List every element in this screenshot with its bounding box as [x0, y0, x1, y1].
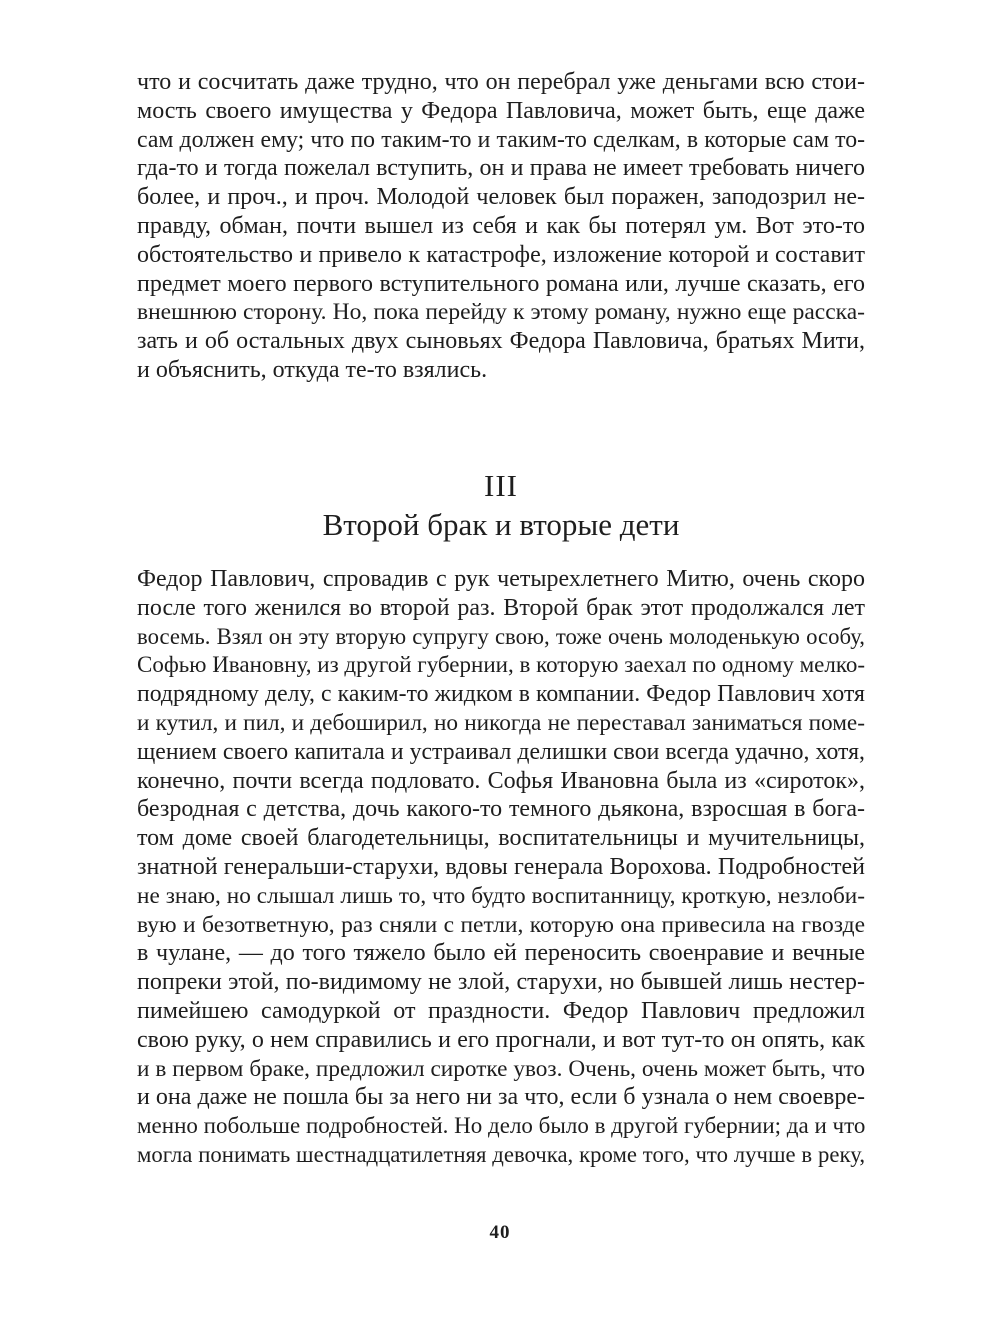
- text-line: и в первом браке, предложил сиротке увоз. Очень, очень может быть, что: [137, 1055, 865, 1082]
- text-line: щением своего капитала и устраивал делишки свои всегда удачно, хотя,: [137, 738, 865, 765]
- text-line: после того женился во второй раз. Второй брак этот продолжался лет: [137, 594, 865, 621]
- chapter-title: Второй брак и вторые дети: [322, 507, 680, 542]
- text-line: обстоятельство и привело к катастрофе, изложение которой и составит: [137, 241, 865, 268]
- text-line: зать и об остальных двух сыновьях Федора Павловича, братьях Мити,: [137, 328, 865, 355]
- main-paragraph: [137, 565, 865, 1170]
- text-line: подрядному делу, с каким-то жидком в компании. Федор Павлович хотя: [137, 681, 865, 708]
- text-line: и кутил, и пил, и дебоширил, но никогда не переставал заниматься поме-: [137, 709, 865, 736]
- text-line: внешнюю сторону. Но, пока перейду к этому роману, нужно еще расска-: [137, 299, 865, 326]
- text-line: правду, обман, почти вышел из себя и как бы потерял ум. Вот это-то: [137, 212, 865, 239]
- chapter-number: III: [484, 468, 518, 503]
- text-line: Софью Ивановну, из другой губернии, в которую заехал по одному мелко-: [137, 652, 865, 678]
- top-paragraph: [137, 68, 865, 385]
- text-line: что и сосчитать даже трудно, что он перебрал уже деньгами всю стои-: [137, 69, 865, 95]
- text-line: пимейшею самодуркой от праздности. Федор Павлович предложил: [137, 997, 865, 1024]
- text-line: знатной генеральши-старухи, вдовы генерала Ворохова. Подробностей: [137, 853, 865, 880]
- text-line: могла понимать шестнадцатилетняя девочка, кроме того, что лучше в реку,: [137, 1141, 865, 1167]
- text-line: мость своего имущества у Федора Павловича, может быть, еще даже: [137, 97, 865, 124]
- text-line: вую и безответную, раз сняли с петли, которую она привесила на гвозде: [137, 911, 865, 938]
- text-line: предмет моего первого вступительного романа или, лучше сказать, его: [137, 270, 865, 297]
- text-line: и объяснить, откуда те-то взялись.: [137, 356, 488, 383]
- text-line: и она даже не пошла бы за него ни за что, если б узнала о нем своевре-: [137, 1084, 865, 1111]
- text-line: том доме своей благодетельницы, воспитательницы и мучительницы,: [137, 825, 865, 852]
- text-line: не знаю, но слышал лишь то, что будто воспитанницу, кроткую, незлоби-: [137, 882, 865, 909]
- text-line: свою руку, о нем справились и его прогнали, и вот тут-то он опять, как: [137, 1026, 865, 1053]
- text-line: в чулане, — до того тяжело было ей переносить своенравие и вечные: [137, 940, 865, 967]
- text-line: более, и проч., и проч. Молодой человек был поражен, заподозрил не-: [137, 184, 865, 211]
- text-line: сам должен ему; что по таким-то и таким-то сделкам, в которые сам то-: [137, 126, 865, 153]
- page-number: 40: [489, 1222, 511, 1243]
- text-line: восемь. Взял он эту вторую супругу свою, тоже очень молоденькую особу,: [137, 623, 865, 649]
- text-line: гда-то и тогда пожелал вступить, он и права не имеет требовать ничего: [137, 155, 865, 182]
- text-line: попреки этой, по-видимому не злой, старухи, но бывшей лишь нестер-: [137, 969, 865, 996]
- text-line: конечно, почти всегда подловато. Софья Ивановна была из «сироток»,: [137, 767, 865, 794]
- text-line: менно побольше подробностей. Но дело было в другой губернии; да и что: [137, 1113, 866, 1139]
- text-line: Федор Павлович, спровадив с рук четырехлетнего Митю, очень скоро: [137, 566, 865, 592]
- text-line: безродная с детства, дочь какого-то темного дьякона, взросшая в бога-: [137, 796, 865, 823]
